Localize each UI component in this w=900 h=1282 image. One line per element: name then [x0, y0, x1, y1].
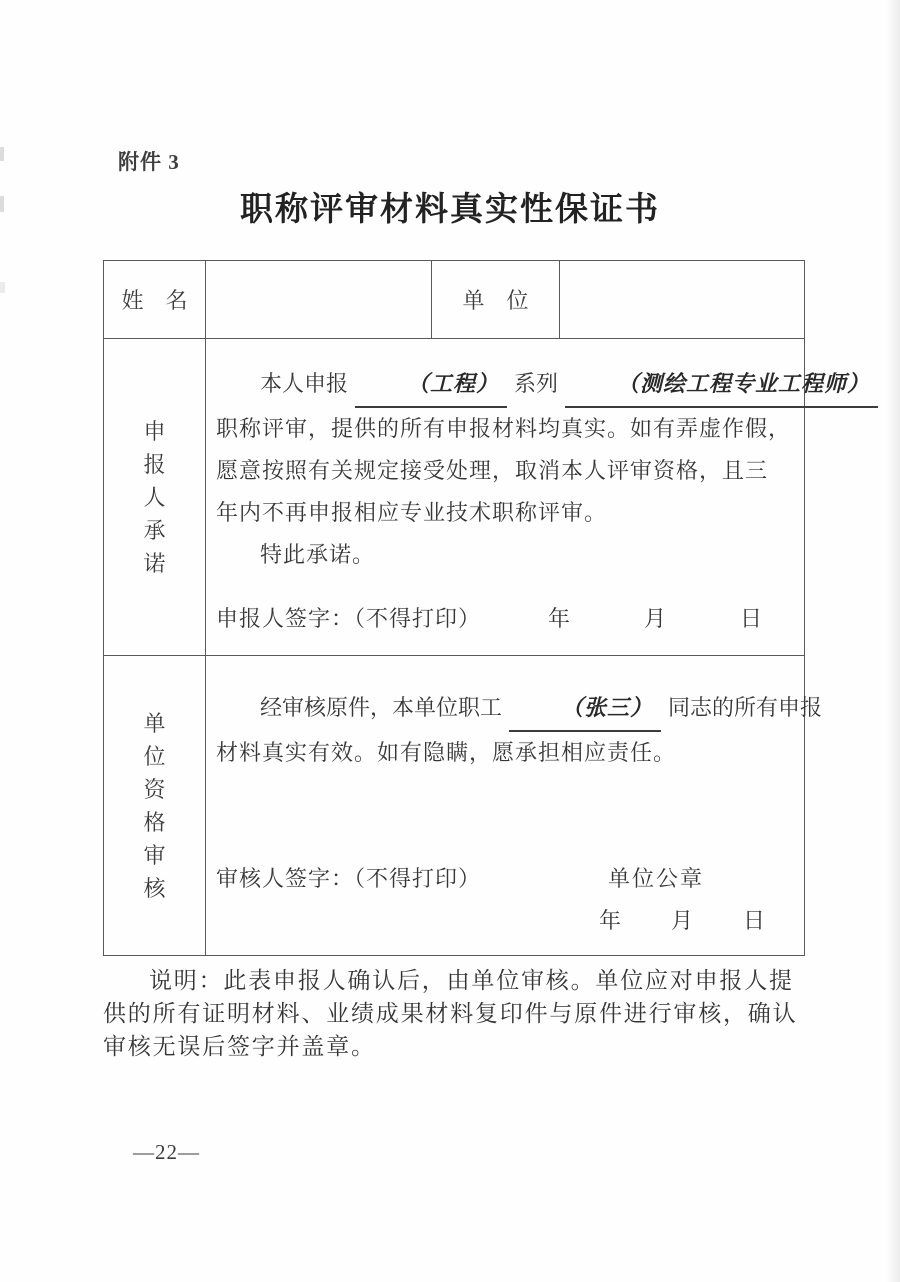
document-title: 职称评审材料真实性保证书	[240, 192, 660, 228]
note-line-3: 审核无误后签字并盖章。	[103, 1034, 376, 1059]
commitment-line-4: 年内不再申报相应专业技术职称评审。	[216, 499, 608, 525]
unit-audit-content-cell	[206, 656, 823, 956]
audit-line-2: 材料真实有效。如有隐瞒，愿承担相应责任。	[216, 740, 677, 765]
note-line-2: 供的所有证明材料、业绩成果材料复印件与原件进行审核，确认	[103, 1001, 798, 1026]
applicant-commitment-row	[104, 339, 805, 656]
name-value-cell	[206, 261, 432, 339]
applicant-date-label: 年 月 日	[547, 605, 764, 631]
commitment-line-2: 职称评审，提供的所有申报材料均真实。如有弄虚作假，	[216, 415, 792, 441]
profession-fill-in: （测绘工程专业工程师）	[565, 363, 878, 408]
page-number: —22—	[133, 1140, 200, 1164]
note-paragraph	[103, 964, 809, 1063]
audit-line1-suffix: 同志的所有申报	[668, 695, 823, 720]
applicant-commitment-label-cell	[104, 339, 206, 656]
name-unit-row	[104, 261, 805, 339]
auditor-signature-label: 审核人签字：（不得打印）	[216, 866, 482, 891]
applicant-signature-row	[216, 598, 792, 640]
commitment-line1-middle: 系列	[514, 370, 559, 396]
commitment-line-1	[216, 363, 871, 408]
attachment-label: 附件 3	[118, 150, 180, 174]
unit-seal-label: 单位公章	[607, 866, 704, 891]
commitment-line1-prefix: 本人申报	[260, 370, 349, 396]
applicant-signature-label: 申报人签字：（不得打印）	[216, 605, 482, 631]
unit-audit-vertical-label: 单位资格审核	[143, 710, 166, 901]
unit-audit-row	[104, 656, 805, 956]
unit-audit-label-cell	[104, 656, 206, 956]
audit-line-1	[216, 687, 823, 732]
note-line-1: 说明：此表申报人确认后，由单位审核。单位应对申报人提	[149, 968, 794, 993]
unit-value-cell	[560, 261, 805, 339]
scan-smudge	[0, 282, 5, 293]
unit-label-cell: 单 位	[432, 261, 560, 339]
auditor-signature-row	[216, 858, 792, 900]
employee-name-fill-in: （张三）	[509, 687, 661, 732]
name-label-cell: 姓 名	[104, 261, 206, 339]
applicant-commitment-vertical-label: 申报人承诺	[143, 418, 166, 576]
audit-line1-prefix: 经审核原件，本单位职工	[260, 695, 503, 720]
guarantee-form-table	[103, 260, 871, 956]
commitment-line-3: 愿意按照有关规定接受处理，取消本人评审资格，且三	[216, 457, 769, 483]
series-fill-in: （工程）	[355, 363, 507, 408]
audit-date-label: 年 月 日	[599, 908, 768, 933]
commitment-pledge: 特此承诺。	[260, 541, 376, 567]
applicant-commitment-content-cell	[206, 339, 871, 656]
scan-smudge	[0, 147, 4, 161]
